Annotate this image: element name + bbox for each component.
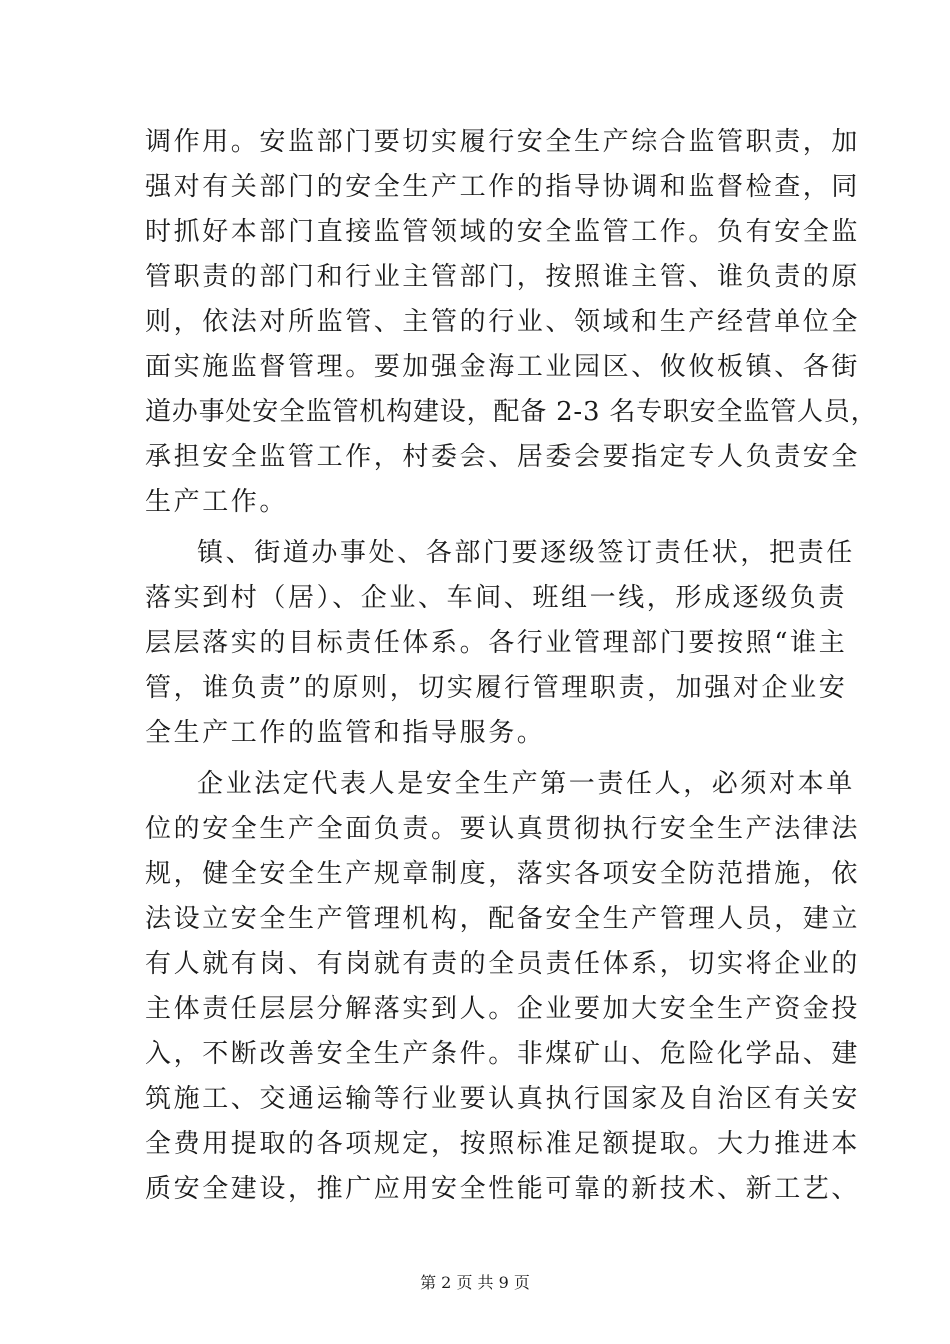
paragraph-1-line-6: 面实施监督管理。要加强金海工业园区、攸攸板镇、各街 xyxy=(145,352,861,382)
paragraph-3-line-6: 主体责任层层分解落实到人。企业要加大安全生产资金投 xyxy=(145,994,861,1024)
paragraph-3-line-5: 有人就有岗、有岗就有责的全员责任体系，切实将企业的 xyxy=(145,949,861,979)
paragraph-3-line-3: 规，健全安全生产规章制度，落实各项安全防范措施，依 xyxy=(145,859,861,889)
paragraph-2-line-3: 层层落实的目标责任体系。各行业管理部门要按照“谁主 xyxy=(145,628,848,658)
paragraph-3-line-2: 位的安全生产全面负责。要认真贯彻执行安全生产法律法 xyxy=(145,814,861,844)
paragraph-1-line-5: 则，依法对所监管、主管的行业、领域和生产经营单位全 xyxy=(145,307,861,337)
paragraph-3-line-4: 法设立安全生产管理机构，配备安全生产管理人员，建立 xyxy=(145,904,861,934)
paragraph-2-line-1: 镇、街道办事处、各部门要逐级签订责任状，把责任 xyxy=(197,538,855,568)
paragraph-1-line-7: 道办事处安全监管机构建设，配备 2-3 名专职安全监管人员， xyxy=(145,397,878,427)
paragraph-3-line-1: 企业法定代表人是安全生产第一责任人，必须对本单 xyxy=(197,769,855,799)
paragraph-2-line-5: 全生产工作的监管和指导服务。 xyxy=(145,718,546,748)
paragraph-3-line-8: 筑施工、交通运输等行业要认真执行国家及自治区有关安 xyxy=(145,1084,861,1114)
paragraph-3-line-10: 质安全建设，推广应用安全性能可靠的新技术、新工艺、 xyxy=(145,1174,861,1204)
paragraph-1-line-3: 时抓好本部门直接监管领域的安全监管工作。负有安全监 xyxy=(145,217,861,247)
paragraph-1-line-2: 强对有关部门的安全生产工作的指导协调和监督检查，同 xyxy=(145,172,861,202)
paragraph-2-line-4: 管，谁负责”的原则，切实履行管理职责，加强对企业安 xyxy=(145,673,848,703)
paragraph-2-line-2: 落实到村（居）、企业、车间、班组一线，形成逐级负责 xyxy=(145,583,848,613)
paragraph-1-line-1: 调作用。安监部门要切实履行安全生产综合监管职责，加 xyxy=(145,127,861,157)
paragraph-3-line-7: 入，不断改善安全生产条件。非煤矿山、危险化学品、建 xyxy=(145,1039,861,1069)
page-number-footer: 第 2 页 共 9 页 xyxy=(420,1273,530,1292)
paragraph-3-line-9: 全费用提取的各项规定，按照标准足额提取。大力推进本 xyxy=(145,1129,861,1159)
paragraph-1-line-8: 承担安全监管工作，村委会、居委会要指定专人负责安全 xyxy=(145,442,861,472)
paragraph-1-line-9: 生产工作。 xyxy=(145,487,289,517)
paragraph-1-line-4: 管职责的部门和行业主管部门，按照谁主管、谁负责的原 xyxy=(145,262,861,292)
